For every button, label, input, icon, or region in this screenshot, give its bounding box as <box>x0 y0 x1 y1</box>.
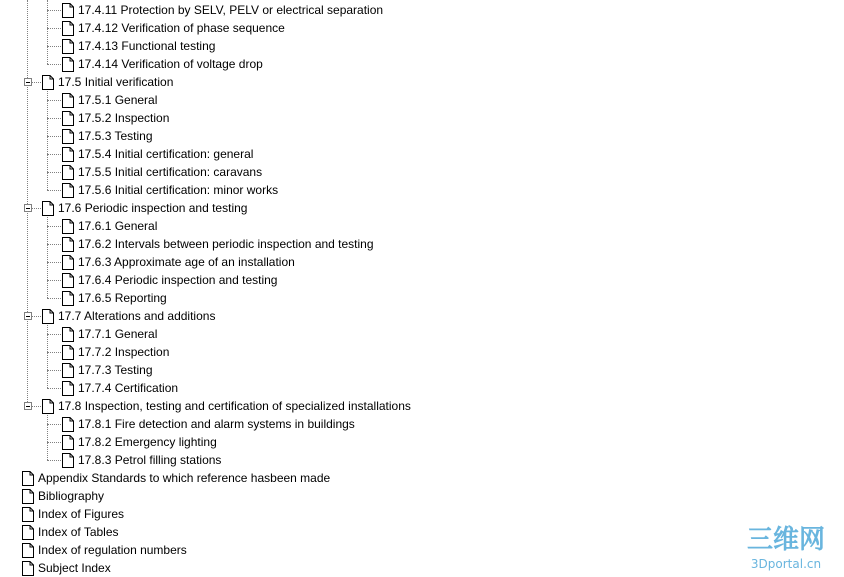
document-icon <box>62 255 74 270</box>
tree-item-label: Index of regulation numbers <box>38 543 187 557</box>
document-icon <box>22 507 34 522</box>
document-icon <box>62 291 74 306</box>
tree-connector <box>47 46 61 47</box>
tree-item[interactable] <box>62 433 218 451</box>
document-icon <box>62 129 74 144</box>
document-icon <box>62 147 74 162</box>
document-icon <box>22 489 34 504</box>
tree-item-label: 17.4.11 Protection by SELV, PELV or electrical separation <box>78 3 384 17</box>
tree-item-label: 17.5.2 Inspection <box>78 111 170 125</box>
tree-connector <box>47 334 61 335</box>
tree-connector <box>47 212 48 298</box>
document-icon <box>42 309 54 324</box>
tree-item[interactable] <box>42 73 174 91</box>
tree-item-label: Bibliography <box>38 489 105 503</box>
document-icon <box>62 57 74 72</box>
tree-item[interactable] <box>42 397 412 415</box>
document-icon <box>62 3 74 18</box>
tree-item-label: 17.5 Initial verification <box>58 75 174 89</box>
tree-connector <box>47 10 61 11</box>
document-icon <box>62 39 74 54</box>
document-icon <box>62 21 74 36</box>
tree-connector <box>47 388 61 389</box>
tree-connector <box>47 100 61 101</box>
tree-connector <box>47 262 61 263</box>
tree-item-label: 17.6.5 Reporting <box>78 291 167 305</box>
tree-item-label: 17.5.5 Initial certification: caravans <box>78 165 263 179</box>
tree-item[interactable] <box>22 469 331 487</box>
tree-item-label: Index of Figures <box>38 507 125 521</box>
tree-item[interactable] <box>62 145 254 163</box>
tree-item-label: 17.7.2 Inspection <box>78 345 170 359</box>
tree-item-label: 17.6.4 Periodic inspection and testing <box>78 273 278 287</box>
tree-item-label: 17.6.1 General <box>78 219 158 233</box>
tree-item[interactable] <box>62 451 222 469</box>
tree-connector <box>47 190 61 191</box>
collapse-minus-icon[interactable] <box>24 204 32 212</box>
collapse-minus-icon[interactable] <box>24 312 32 320</box>
tree-connector <box>47 424 61 425</box>
tree-item-label: Appendix Standards to which reference hasbeen made <box>38 471 331 485</box>
tree-connector <box>47 370 61 371</box>
document-icon <box>62 453 74 468</box>
document-icon <box>62 165 74 180</box>
tree-item[interactable] <box>62 415 356 433</box>
tree-connector <box>47 172 61 173</box>
tree-item[interactable] <box>62 181 279 199</box>
tree-item[interactable] <box>62 37 216 55</box>
tree-item[interactable] <box>62 253 296 271</box>
document-icon <box>22 561 34 576</box>
tree-item[interactable] <box>22 541 188 559</box>
document-icon <box>62 273 74 288</box>
tree-item[interactable] <box>62 379 179 397</box>
tree-connector <box>47 86 48 190</box>
document-icon <box>62 435 74 450</box>
tree-item-label: 17.6.3 Approximate age of an installation <box>78 255 295 269</box>
tree-item[interactable] <box>62 289 168 307</box>
tree-item-label: 17.5.3 Testing <box>78 129 153 143</box>
tree-item[interactable] <box>22 487 105 505</box>
document-icon <box>62 219 74 234</box>
tree-connector <box>47 64 61 65</box>
tree-item[interactable] <box>62 361 154 379</box>
tree-connector <box>47 28 61 29</box>
tree-item-label: 17.4.13 Functional testing <box>78 39 216 53</box>
tree-connector <box>47 298 61 299</box>
tree-item[interactable] <box>62 1 384 19</box>
document-icon <box>22 471 34 486</box>
document-icon <box>62 183 74 198</box>
tree-connector <box>47 136 61 137</box>
tree-connector <box>27 0 28 406</box>
collapse-minus-icon[interactable] <box>24 402 32 410</box>
tree-connector <box>47 280 61 281</box>
tree-item[interactable] <box>22 505 125 523</box>
tree-connector <box>47 442 61 443</box>
tree-item[interactable] <box>62 325 158 343</box>
tree-item-label: 17.7.3 Testing <box>78 363 153 377</box>
tree-item[interactable] <box>62 163 263 181</box>
tree-item-label: 17.5.6 Initial certification: minor works <box>78 183 279 197</box>
tree-connector <box>47 118 61 119</box>
tree-item[interactable] <box>42 307 216 325</box>
document-icon <box>62 93 74 108</box>
document-icon <box>22 543 34 558</box>
tree-item-label: Subject Index <box>38 561 111 575</box>
document-icon <box>42 75 54 90</box>
tree-item-label: 17.5.4 Initial certification: general <box>78 147 254 161</box>
tree-item[interactable] <box>62 109 170 127</box>
tree-item-label: 17.4.14 Verification of voltage drop <box>78 57 263 71</box>
document-icon <box>62 363 74 378</box>
document-icon <box>62 111 74 126</box>
document-icon <box>62 417 74 432</box>
tree-connector <box>47 154 61 155</box>
tree-item[interactable] <box>42 199 248 217</box>
tree-item-label: 17.7.4 Certification <box>78 381 179 395</box>
tree-item[interactable] <box>62 55 264 73</box>
collapse-minus-icon[interactable] <box>24 78 32 86</box>
tree-item[interactable] <box>62 271 278 289</box>
tree-connector <box>47 352 61 353</box>
tree-item-label: 17.8.3 Petrol filling stations <box>78 453 222 467</box>
document-icon <box>62 327 74 342</box>
tree-item[interactable] <box>22 523 120 541</box>
tree-item-label: 17.7 Alterations and additions <box>58 309 216 323</box>
tree-connector <box>47 320 48 388</box>
tree-item-label: 17.7.1 General <box>78 327 158 341</box>
document-icon <box>22 525 34 540</box>
document-icon <box>42 201 54 216</box>
tree-item[interactable] <box>62 343 170 361</box>
document-icon <box>42 399 54 414</box>
tree-item[interactable] <box>22 559 112 577</box>
tree-item-label: 17.4.12 Verification of phase sequence <box>78 21 285 35</box>
tree-item[interactable] <box>62 217 158 235</box>
tree-connector <box>47 226 61 227</box>
document-icon <box>62 345 74 360</box>
tree-item-label: Index of Tables <box>38 525 119 539</box>
tree-item[interactable] <box>62 235 375 253</box>
tree-item[interactable] <box>62 91 158 109</box>
document-icon <box>62 381 74 396</box>
tree-item-label: 17.6 Periodic inspection and testing <box>58 201 248 215</box>
tree-connector <box>47 244 61 245</box>
watermark-text-top: 三维网 <box>746 525 826 555</box>
tree-item-label: 17.5.1 General <box>78 93 158 107</box>
tree-item[interactable] <box>62 127 154 145</box>
watermark-logo <box>736 520 836 572</box>
tree-item[interactable] <box>62 19 286 37</box>
tree-connector <box>47 460 61 461</box>
document-icon <box>62 237 74 252</box>
tree-connector <box>47 410 48 460</box>
tree-item-label: 17.8.1 Fire detection and alarm systems in buildings <box>78 417 355 431</box>
tree-item-label: 17.8.2 Emergency lighting <box>78 435 217 449</box>
tree-item-label: 17.8 Inspection, testing and certification of specialized installations <box>58 399 411 413</box>
watermark-text-bottom: 3Dportal.cn <box>750 557 822 571</box>
tree-item-label: 17.6.2 Intervals between periodic inspection and testing <box>78 237 374 251</box>
